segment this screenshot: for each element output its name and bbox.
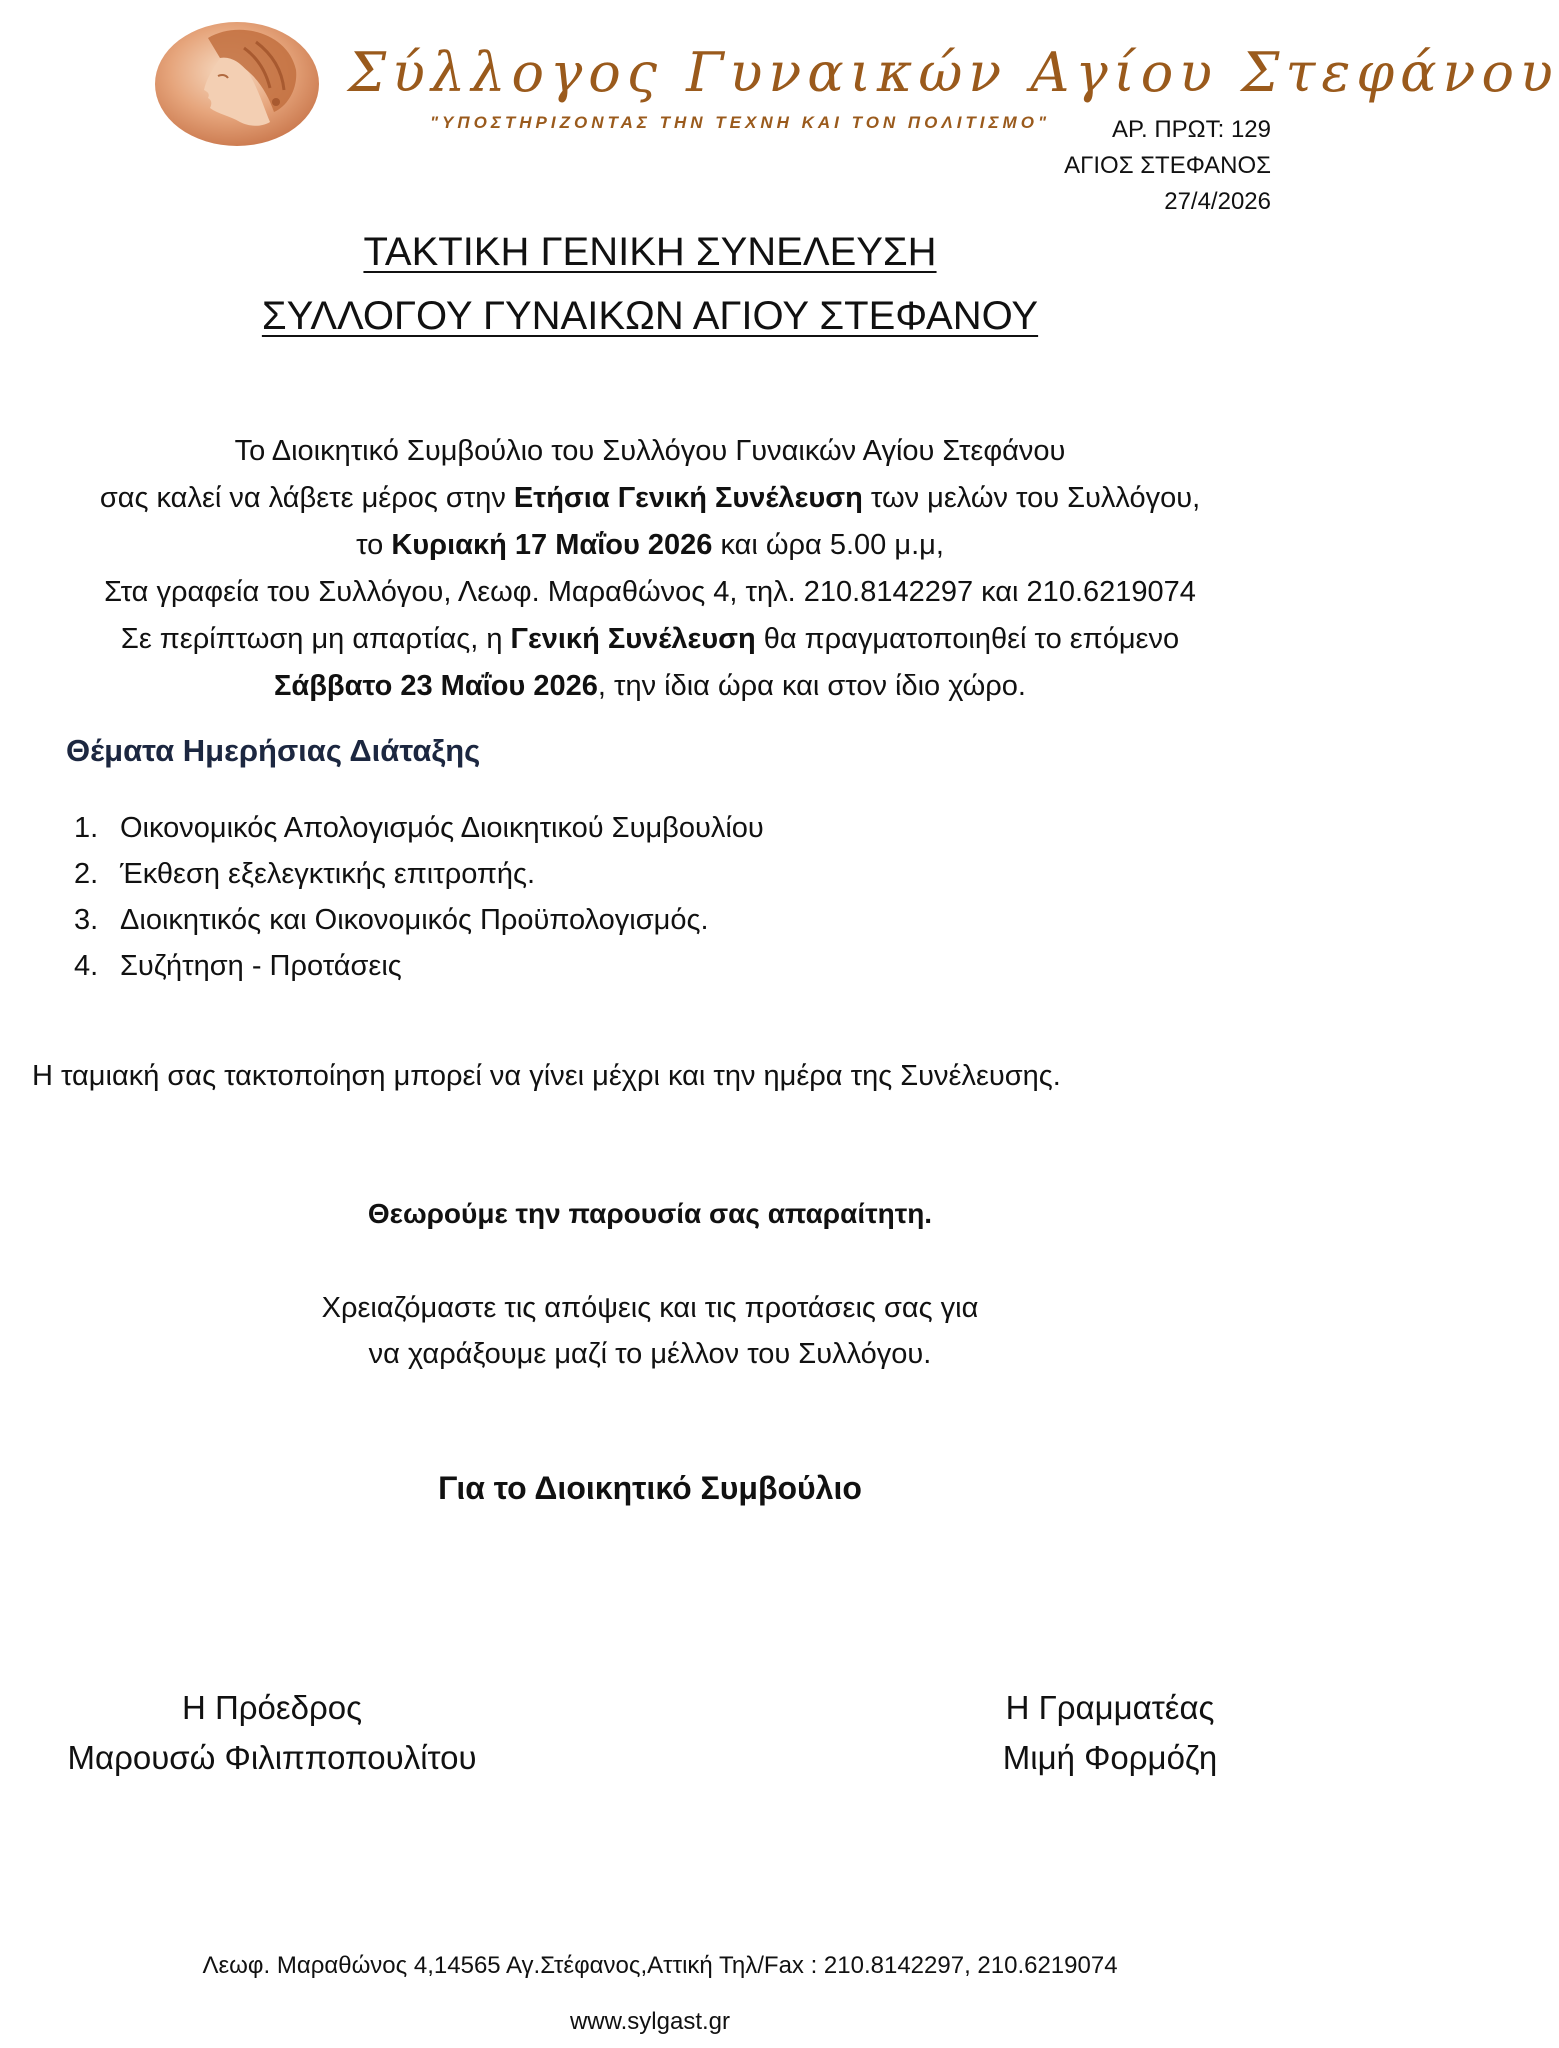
backup-meeting-date: Σάββατο 23 Μαΐου 2026 [274, 670, 598, 702]
president-role: Η Πρόεδρος [181, 1689, 363, 1726]
secretary-role: Η Γραμματέας [1005, 1689, 1215, 1726]
payment-note: Η ταμιακή σας τακτοποίηση μπορεί να γίνει μέχρι και την ημέρα της Συνέλευσης. [32, 1060, 1061, 1092]
footer-address: Λεωφ. Μαραθώνος 4,14565 Αγ.Στέφανος,Αττική Τηλ/Fax : 210.8142297, 210.6219074 [202, 1952, 1118, 1979]
agenda-list [74, 805, 764, 989]
intro-text: το [356, 529, 392, 561]
list-item [74, 897, 764, 943]
reference-number: ΑΡ. ΠΡΩΤ: 129 [1112, 116, 1271, 143]
intro-emphasis: Γενική Συνέλευση [510, 623, 756, 655]
list-item-number: 2. [74, 858, 99, 890]
intro-text: , την ίδια ώρα και στον ίδιο χώρο. [597, 670, 1026, 702]
list-item [74, 805, 764, 851]
reference-date: 27/4/2026 [1164, 188, 1271, 215]
page-title [0, 220, 1300, 348]
title-line-2: ΣΥΛΛΟΓΟΥ ΓΥΝΑΙΚΩΝ ΑΓΙΟΥ ΣΤΕΦΑΝΟΥ [261, 294, 1039, 338]
opinions-line-1: Χρειαζόμαστε τις απόψεις και τις προτάσεις σας για [321, 1292, 979, 1324]
secretary-name: Μιμή Φορμόζη [1002, 1739, 1218, 1776]
signature-secretary [940, 1683, 1280, 1783]
list-item-number: 4. [74, 950, 99, 982]
list-item [74, 943, 764, 989]
intro-text: σας καλεί να λάβετε μέρος στην [99, 482, 514, 514]
greek-coin-portrait-icon [148, 18, 326, 148]
list-item [74, 851, 764, 897]
intro-line-3 [0, 522, 1300, 569]
reference-location: ΑΓΙΟΣ ΣΤΕΦΑΝΟΣ [1064, 152, 1271, 179]
president-name: Μαρουσώ Φιλιπποπουλίτου [67, 1739, 477, 1776]
list-item-number: 3. [74, 904, 99, 936]
intro-line-4: Στα γραφεία του Συλλόγου, Λεωφ. Μαραθώνος 4, τηλ. 210.8142297 και 210.6219074 [104, 576, 1196, 608]
list-item-text: Οικονομικός Απολογισμός Διοικητικού Συμβουλίου [120, 812, 764, 844]
signature-president [32, 1683, 512, 1783]
intro-emphasis: Ετήσια Γενική Συνέλευση [513, 482, 863, 514]
intro-text: Σε περίπτωση μη απαρτίας, η [120, 623, 511, 655]
invitation-text [0, 428, 1300, 710]
opinions-statement [0, 1285, 1300, 1377]
intro-line-5 [0, 616, 1300, 663]
intro-text: θα πραγματοποιηθεί το επόμενο [755, 623, 1180, 655]
intro-line-1: Το Διοικητικό Συμβούλιο του Συλλόγου Γυναικών Αγίου Στεφάνου [234, 435, 1066, 467]
presence-statement: Θεωρούμε την παρουσία σας απαραίτητη. [367, 1198, 933, 1229]
list-item-text: Διοικητικός και Οικονομικός Προϋπολογισμός. [120, 904, 709, 936]
footer-website-link[interactable]: www.sylgast.gr [569, 2008, 731, 2035]
intro-text: των μελών του Συλλόγου, [862, 482, 1201, 514]
list-item-number: 1. [74, 812, 99, 844]
intro-text: και ώρα 5.00 μ.μ, [712, 529, 944, 561]
list-item-text: Συζήτηση - Προτάσεις [120, 950, 402, 982]
opinions-line-2: να χαράξουμε μαζί το μέλλον του Συλλόγου. [368, 1338, 932, 1370]
title-line-1: ΤΑΚΤΙΚΗ ΓΕΝΙΚΗ ΣΥΝΕΛΕΥΣΗ [363, 230, 937, 274]
reference-block [1064, 112, 1271, 220]
intro-line-6 [0, 663, 1300, 710]
logo-title: Σύλλογος Γυναικών Αγίου Στεφάνου [348, 41, 1559, 104]
agenda-heading: Θέματα Ημερήσιας Διάταξης [66, 733, 481, 768]
logo-slogan: "ΥΠΟΣΤΗΡΙΖΟΝΤΑΣ ΤΗΝ ΤΕΧΝΗ ΚΑΙ ΤΟΝ ΠΟΛΙΤΙΣΜΟ" [430, 113, 1051, 132]
list-item-text: Έκθεση εξελεγκτικής επιτροπής. [120, 858, 536, 890]
board-signoff: Για το Διοικητικό Συμβούλιο [438, 1470, 862, 1506]
meeting-date: Κυριακή 17 Μαΐου 2026 [391, 529, 713, 561]
intro-line-2 [0, 475, 1300, 522]
